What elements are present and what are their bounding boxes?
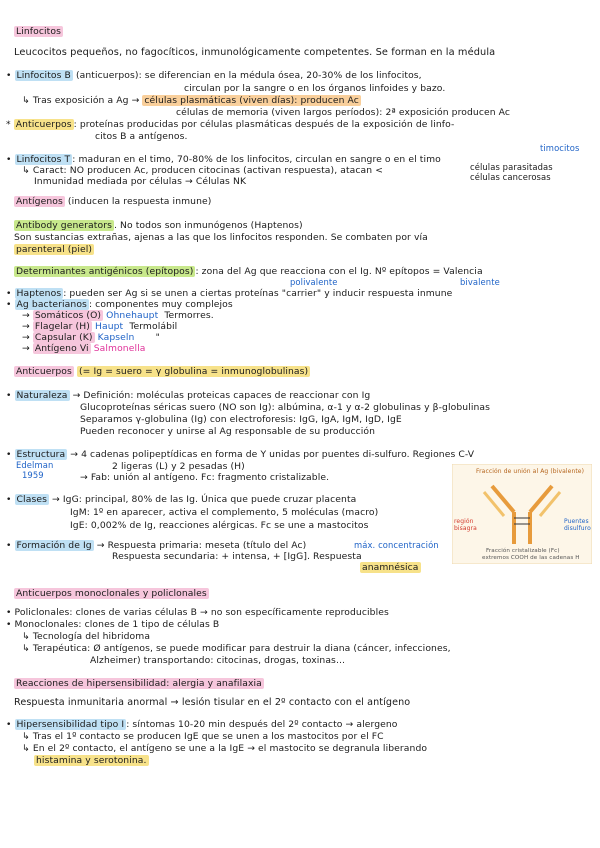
diag-right-label2: disulfuro (564, 525, 591, 532)
bac-item-4: → Antígeno Vi Salmonella (22, 343, 146, 354)
ag-bacterianos-line: • Ag bacterianos : componentes muy complejos (6, 299, 233, 310)
reac-head: Reacciones de hipersensibilidad: alergia y anafilaxia (16, 678, 262, 689)
naturaleza-2: Glucoproteínas séricas suero (NO son Ig): albúmina, α-1 y α-2 globulinas y β-globulinas (80, 402, 491, 413)
year-note: 1959 (22, 470, 44, 480)
clases-2: IgM: 1º en aparecer, activa el complemento, 5 moléculas (macro) (70, 507, 379, 518)
page-title: Linfocitos (16, 26, 61, 37)
antigenos-gen1: Antibody generators . No todos son inmunógenos (Haptenos) (16, 220, 303, 231)
formacion-2: Respuesta secundaria: + intensa, + [IgG]. Respuesta (112, 551, 362, 562)
bac-item-3: → Capsular (K) Kapseln " (22, 332, 160, 343)
estructura-1: • Estructura → 4 cadenas polipeptídicas en forma de Y unidas por puentes di-sulfuro. Regiones C-V (6, 449, 475, 460)
reac-t2: ↳ Tras el 1º contacto se producen IgE que se unen a los mastocitos por el FC (22, 731, 384, 742)
antigenos-gen3: parenteral (piel) (16, 244, 93, 255)
mono-tec: ↳ Tecnología del hibridoma (22, 631, 151, 642)
polivalente-note: polivalente (290, 277, 338, 287)
linf-t-line3b: células cancerosas (470, 172, 551, 182)
anticuerpos-def1: * Anticuerpos : proteínas producidas por células plasmáticas después de la exposición de linfo- (6, 119, 455, 130)
estructura-2: 2 ligeras (L) y 2 pesadas (H) (112, 461, 245, 472)
anticuerpos-def2: citos B a antígenos. (95, 131, 188, 142)
mono-mon: • Monoclonales: clones de 1 tipo de células B (6, 619, 220, 630)
bac-item-1: → Somáticos (O) Ohnehaupt Termorres. (22, 310, 214, 321)
anticuerpos-head: Anticuerpos (= Ig = suero = γ globulina = inmunoglobulinas) (16, 366, 309, 377)
antigenos-gen2: Son sustancias extrañas, ajenas a las que los linfocitos responden. Se combaten por vía (14, 232, 428, 243)
timocitos-note: timocitos (540, 143, 580, 153)
naturaleza-1: • Naturaleza → Definición: moléculas proteicas capaces de reaccionar con Ig (6, 390, 371, 401)
naturaleza-4: Pueden reconocer y unirse al Ag responsable de su producción (80, 426, 376, 437)
intro-text: Leucocitos pequeños, no fagocíticos, inmunológicamente competentes. Se forman en la médula (14, 47, 496, 58)
formacion-1: • Formación de Ig → Respuesta primaria: meseta (título del Ac) (6, 540, 307, 551)
reac-t3: ↳ En el 2º contacto, el antígeno se une a la IgE → el mastocito se degranula liberando (22, 743, 428, 754)
determinantes-head: Determinantes antigénicos (epítopos) : zona del Ag que reacciona con el Ig. Nº epítopos = Valencia (16, 266, 483, 277)
reac-t1: • Hipersensibilidad tipo I : síntomas 10-20 min después del 2º contacto → alergeno (6, 719, 398, 730)
mono-pol: • Policlonales: clones de varias células B → no son específicamente reproducibles (6, 607, 389, 618)
clases-1: • Clases → IgG: principal, 80% de las Ig. Única que puede cruzar placenta (6, 494, 357, 505)
haptenos-line: • Haptenos : pueden ser Ag si se unen a ciertas proteínas "carrier" y inducir respuesta inmune (6, 288, 453, 299)
formacion-3: anamnésica (362, 562, 419, 573)
antigenos-head: Antígenos (inducen la respuesta inmune) (16, 196, 212, 207)
diag-left-label1: región (454, 518, 474, 525)
reac-l1: Respuesta inmunitaria anormal → lesión tisular en el 2º contacto con el antígeno (14, 697, 411, 708)
antibody-diagram (452, 464, 592, 564)
linf-b-line1: • Linfocitos B (anticuerpos): se diferencian en la médula ósea, 20-30% de los linfocitos, (6, 70, 422, 81)
mono-ter1: ↳ Terapéutica: Ø antígenos, se puede modificar para destruir la diana (cáncer, infecciones, (22, 643, 451, 654)
clases-3: IgE: 0,002% de Ig, reacciones alérgicas. Fc se une a mastocitos (70, 520, 369, 531)
diag-bottom-label1: Fracción cristalizable (Fc) (486, 548, 560, 554)
bivalente-note: bivalente (460, 277, 500, 287)
mono-ter2: Alzheimer) transportando: citocinas, drogas, toxinas... (90, 655, 346, 666)
linf-t-line3: Inmunidad mediada por células → Células NK (34, 176, 247, 187)
estructura-3: → Fab: unión al antígeno. Fc: fragmento cristalizable. (80, 472, 330, 483)
mono-head: Anticuerpos monoclonales y policlonales (16, 588, 207, 599)
linf-b-line2: circulan por la sangre o en los órganos linfoides y bazo. (184, 83, 446, 94)
edelman-note: Edelman (16, 460, 54, 470)
max-conc-note: máx. concentración (354, 540, 439, 550)
linf-b-line4: células de memoria (viven largos períodos): 2ª exposición producen Ac (176, 107, 511, 118)
linf-t-line2: ↳ Caract: NO producen Ac, producen citocinas (activan respuesta), atacan < (22, 165, 384, 176)
linf-t-line2b: células parasitadas (470, 162, 553, 172)
diag-top-label: Fracción de unión al Ag (bivalente) (476, 468, 585, 475)
linf-t-line1: • Linfocitos T : maduran en el timo, 70-80% de los linfocitos, circulan en sangre o en el timo (6, 154, 441, 165)
reac-t4: histamina y serotonina. (36, 755, 147, 766)
naturaleza-3: Separamos γ-globulina (Ig) con electroforesis: IgG, IgA, IgM, IgD, IgE (80, 414, 402, 425)
linf-b-line3: ↳ Tras exposición a Ag → células plasmáticas (viven días): producen Ac (22, 95, 359, 106)
diag-bottom-label2: extremos COOH de las cadenas H (482, 555, 580, 561)
diag-right-label1: Puentes (564, 518, 589, 525)
diag-left-label2: bisagra (454, 525, 477, 532)
bac-item-2: → Flagelar (H) Haupt Termolábil (22, 321, 178, 332)
